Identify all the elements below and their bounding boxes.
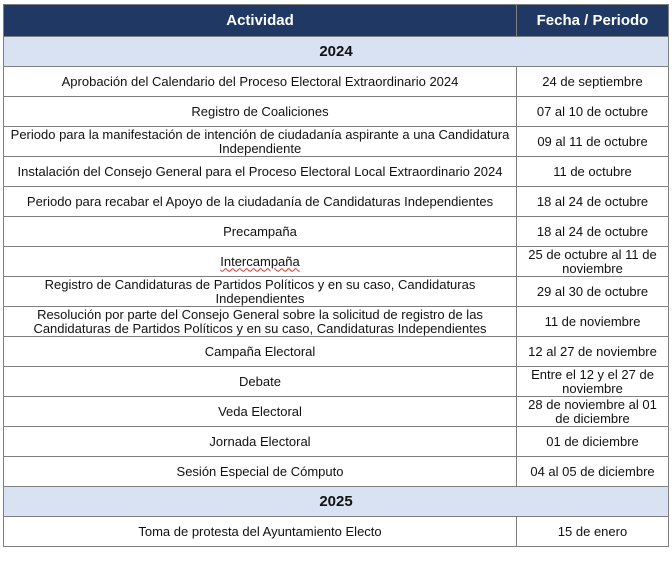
table-row xyxy=(4,337,669,367)
date-cell: 25 de octubre al 11 de noviembre xyxy=(517,247,669,277)
table-row xyxy=(4,517,669,547)
table-row xyxy=(4,427,669,457)
date-cell: 29 al 30 de octubre xyxy=(517,277,669,307)
activity-cell: Aprobación del Calendario del Proceso Electoral Extraordinario 2024 xyxy=(4,67,517,97)
activity-cell: Periodo para la manifestación de intención de ciudadanía aspirante a una Candidatura Independiente xyxy=(4,127,517,157)
date-cell: Entre el 12 y el 27 de noviembre xyxy=(517,367,669,397)
date-cell: 18 al 24 de octubre xyxy=(517,187,669,217)
table-row xyxy=(4,307,669,337)
activity-cell: Precampaña xyxy=(4,217,517,247)
date-cell: 11 de octubre xyxy=(517,157,669,187)
table-row xyxy=(4,157,669,187)
electoral-calendar-table xyxy=(3,4,669,547)
table-row xyxy=(4,397,669,427)
date-cell: 15 de enero xyxy=(517,517,669,547)
table-row xyxy=(4,187,669,217)
activity-cell: Instalación del Consejo General para el Proceso Electoral Local Extraordinario 2024 xyxy=(4,157,517,187)
spellcheck-word: Intercampaña xyxy=(220,253,300,269)
column-header-date: Fecha / Periodo xyxy=(517,5,669,37)
year-row-2025 xyxy=(4,487,669,517)
year-row-2024 xyxy=(4,37,669,67)
activity-cell: Jornada Electoral xyxy=(4,427,517,457)
table-row xyxy=(4,97,669,127)
activity-cell: Campaña Electoral xyxy=(4,337,517,367)
table-header-row xyxy=(4,5,669,37)
table-row xyxy=(4,217,669,247)
year-label: 2025 xyxy=(4,487,669,517)
table-row xyxy=(4,67,669,97)
date-cell: 09 al 11 de octubre xyxy=(517,127,669,157)
table-row xyxy=(4,127,669,157)
date-cell: 12 al 27 de noviembre xyxy=(517,337,669,367)
table-row xyxy=(4,457,669,487)
activity-cell xyxy=(4,247,517,277)
date-cell: 01 de diciembre xyxy=(517,427,669,457)
year-label: 2024 xyxy=(4,37,669,67)
date-cell: 24 de septiembre xyxy=(517,67,669,97)
activity-cell: Sesión Especial de Cómputo xyxy=(4,457,517,487)
activity-cell: Debate xyxy=(4,367,517,397)
date-cell: 11 de noviembre xyxy=(517,307,669,337)
date-cell: 28 de noviembre al 01 de diciembre xyxy=(517,397,669,427)
table-row xyxy=(4,367,669,397)
activity-cell: Resolución por parte del Consejo General sobre la solicitud de registro de las Candidaturas de Partidos Políticos y en su caso, Candidaturas Independientes xyxy=(4,307,517,337)
activity-cell: Veda Electoral xyxy=(4,397,517,427)
table-row xyxy=(4,277,669,307)
column-header-activity: Actividad xyxy=(4,5,517,37)
activity-cell: Registro de Candidaturas de Partidos Políticos y en su caso, Candidaturas Independientes xyxy=(4,277,517,307)
date-cell: 07 al 10 de octubre xyxy=(517,97,669,127)
date-cell: 18 al 24 de octubre xyxy=(517,217,669,247)
table-row xyxy=(4,247,669,277)
activity-cell: Registro de Coaliciones xyxy=(4,97,517,127)
date-cell: 04 al 05 de diciembre xyxy=(517,457,669,487)
activity-cell: Toma de protesta del Ayuntamiento Electo xyxy=(4,517,517,547)
activity-cell: Periodo para recabar el Apoyo de la ciudadanía de Candidaturas Independientes xyxy=(4,187,517,217)
